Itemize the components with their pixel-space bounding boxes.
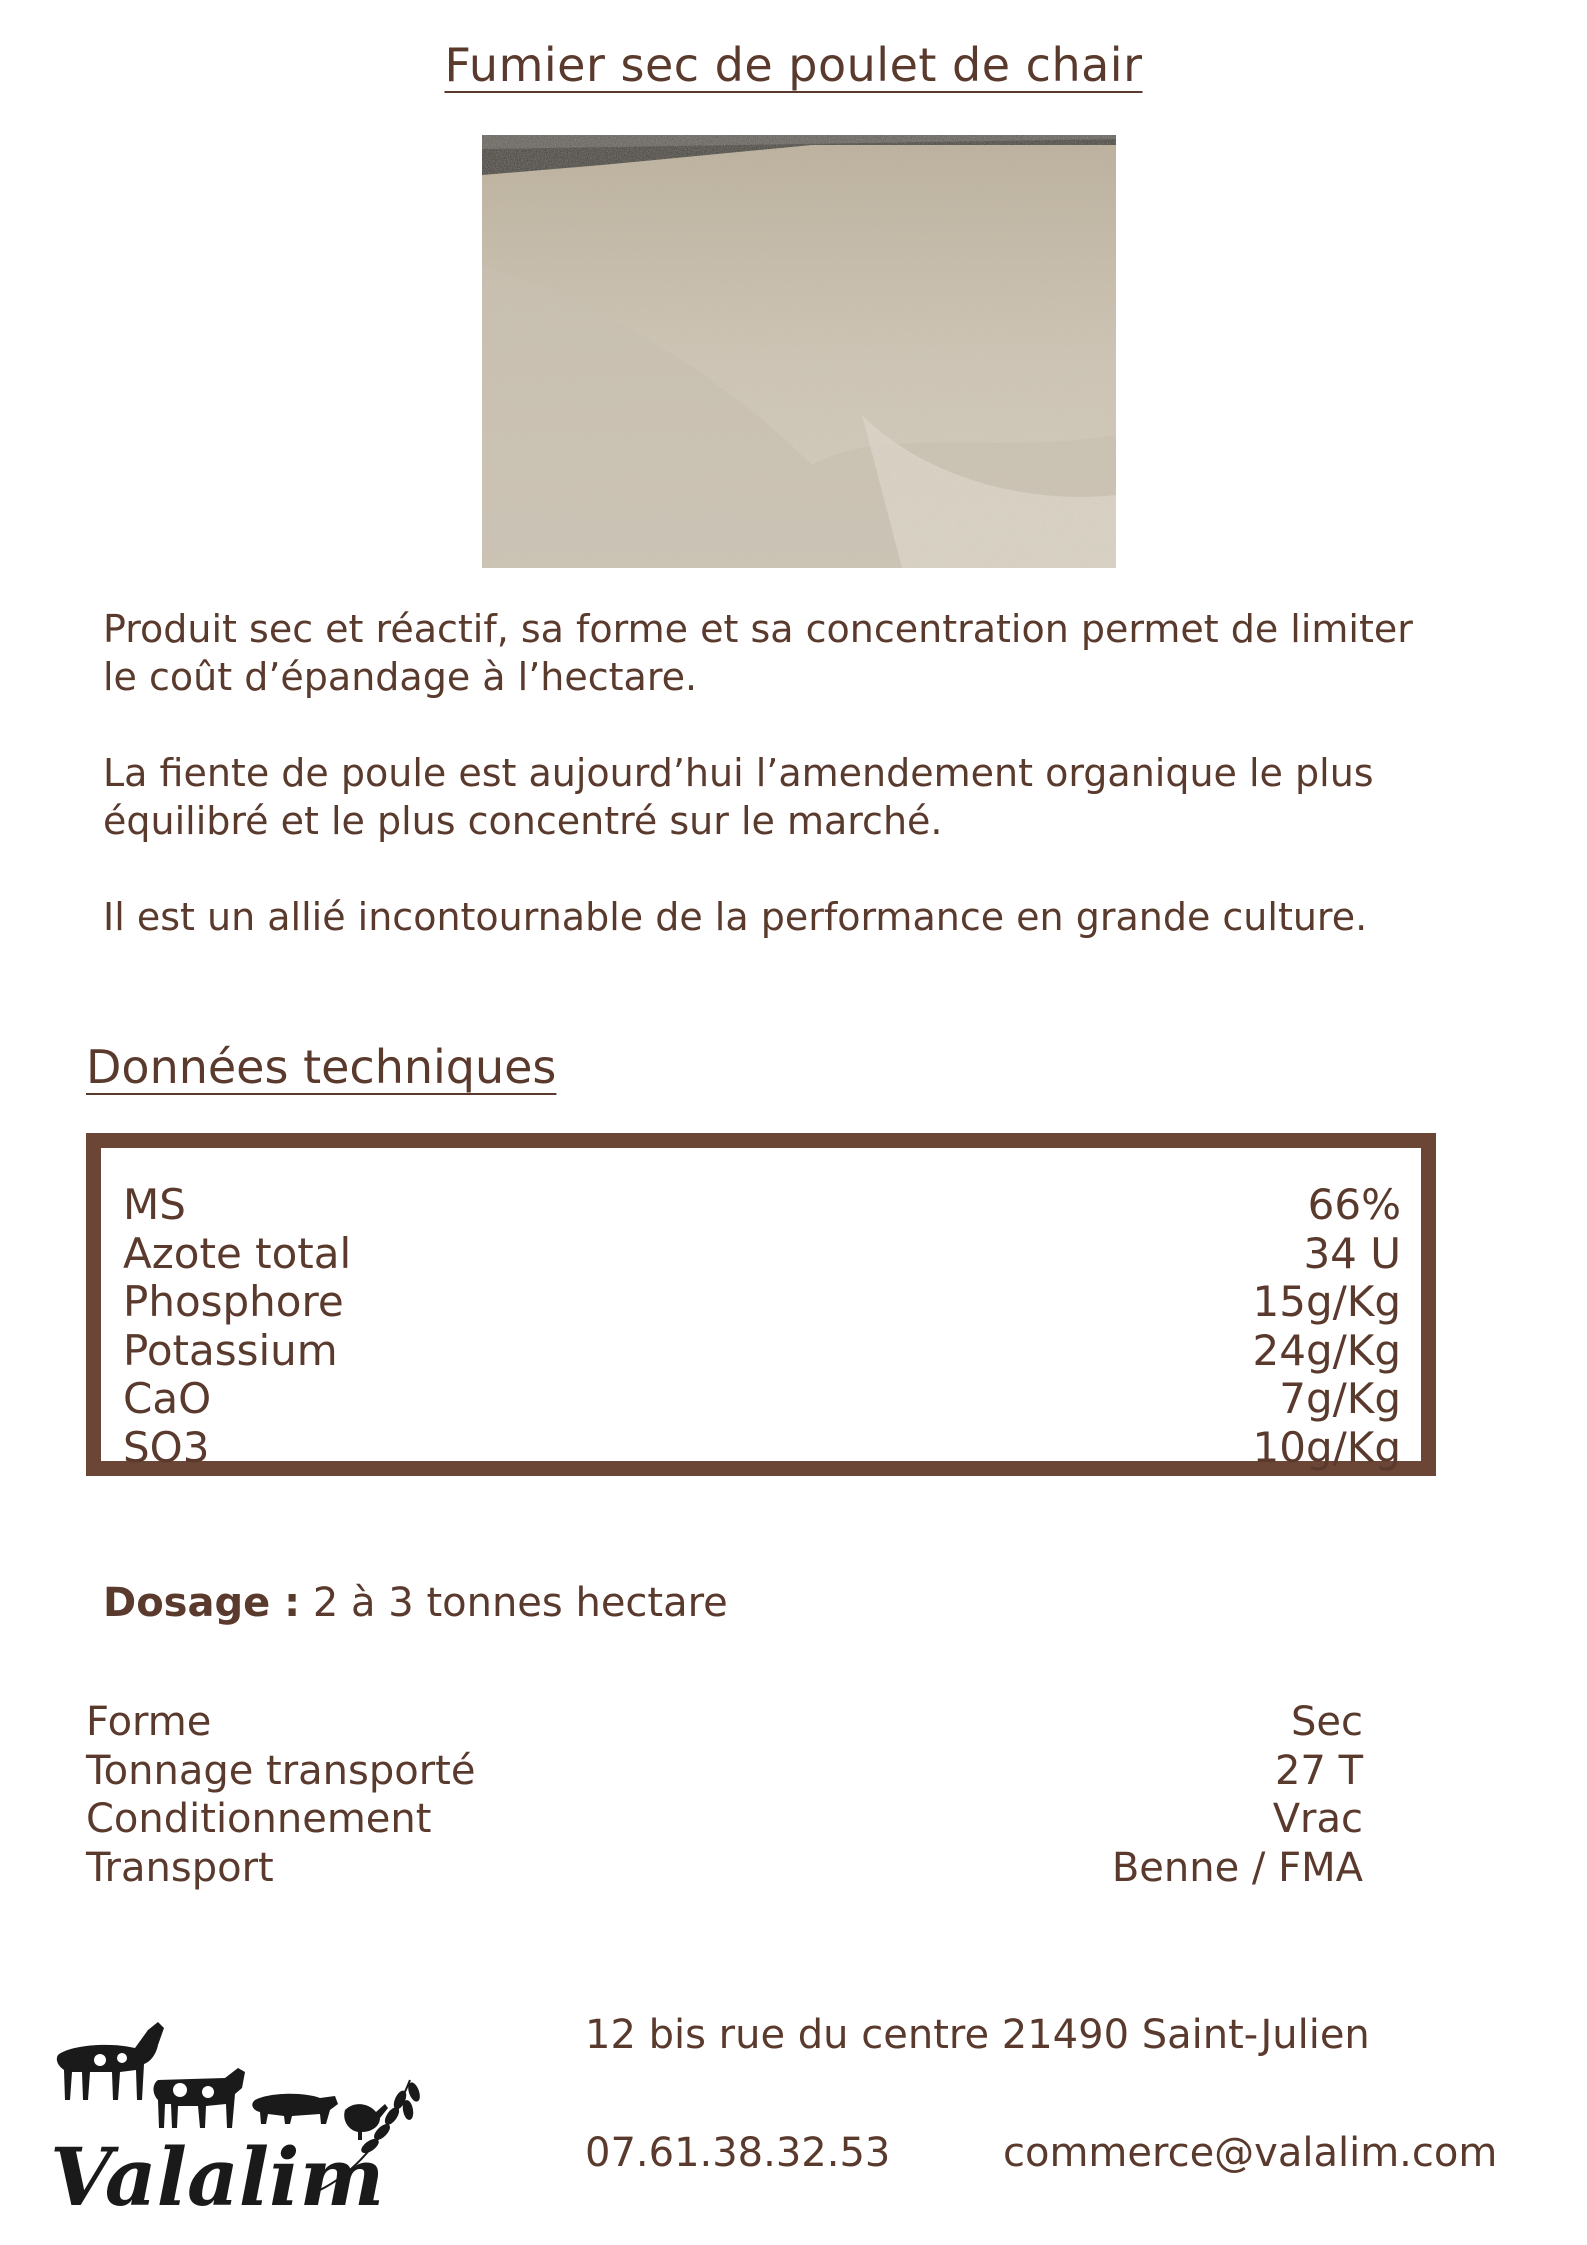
horse-icon [57, 2022, 164, 2100]
manure-pile-photo [482, 135, 1116, 568]
description-paragraph: Produit sec et réactif, sa forme et sa concentration permet de limiter le coût d’épandage à l’hectare. [103, 607, 1413, 699]
item-value: Benne / FMA [1111, 1844, 1363, 1891]
row-value: 15g/Kg [1252, 1277, 1401, 1326]
page-title: Fumier sec de poulet de chair [444, 38, 1143, 92]
table-row [123, 1181, 1401, 1230]
row-value: 24g/Kg [1252, 1325, 1401, 1375]
row-label: SO3 [123, 1422, 210, 1472]
list-item [86, 1795, 1363, 1844]
row-value: 7g/Kg [1279, 1374, 1401, 1423]
valalim-logo [40, 2000, 440, 2220]
manure-pile-image [482, 135, 1116, 568]
table-row [123, 1327, 1401, 1376]
dosage-line [103, 1580, 728, 1626]
dosage-value: 2 à 3 tonnes hectare [312, 1580, 728, 1626]
row-value: 10g/Kg [1252, 1422, 1401, 1472]
logistics-list [86, 1698, 1363, 1892]
row-label: MS [123, 1180, 186, 1229]
table-row [123, 1230, 1401, 1279]
company-address: 12 bis rue du centre 21490 Saint-Julien [585, 2012, 1370, 2058]
table-row [123, 1424, 1401, 1473]
list-item [86, 1747, 1363, 1796]
table-row [123, 1375, 1401, 1424]
row-value: 34 U [1303, 1228, 1401, 1278]
description-paragraph: Il est un allié incontournable de la performance en grande culture. [103, 895, 1368, 939]
item-value: 27 T [1274, 1747, 1363, 1794]
row-label: CaO [123, 1374, 212, 1423]
item-value: Vrac [1272, 1796, 1363, 1842]
row-label: Azote total [123, 1228, 352, 1278]
brand-wordmark: Valalim [50, 2130, 385, 2220]
table-row [123, 1278, 1401, 1327]
item-label: Conditionnement [86, 1796, 432, 1842]
cow-icon [154, 2068, 246, 2128]
list-item [86, 1844, 1363, 1893]
technical-data-table [86, 1133, 1436, 1476]
dosage-label: Dosage : [103, 1580, 301, 1626]
item-label: Tonnage transporté [86, 1747, 476, 1794]
item-value: Sec [1291, 1699, 1363, 1745]
pig-icon [252, 2094, 338, 2124]
list-item [86, 1698, 1363, 1747]
technical-data-title: Données techniques [86, 1040, 557, 1094]
item-label: Forme [86, 1699, 212, 1745]
description-paragraph: La fiente de poule est aujourd’hui l’amendement organique le plus équilibré et le plus concentré sur le marché. [103, 751, 1374, 843]
row-label: Potassium [123, 1325, 338, 1375]
logo-graphic [40, 2000, 440, 2220]
item-label: Transport [86, 1844, 274, 1891]
product-description [103, 605, 1433, 989]
company-email[interactable]: commerce@valalim.com [1003, 2130, 1498, 2176]
company-phone[interactable]: 07.61.38.32.53 [585, 2130, 891, 2176]
row-label: Phosphore [123, 1277, 344, 1326]
row-value: 66% [1307, 1180, 1401, 1229]
